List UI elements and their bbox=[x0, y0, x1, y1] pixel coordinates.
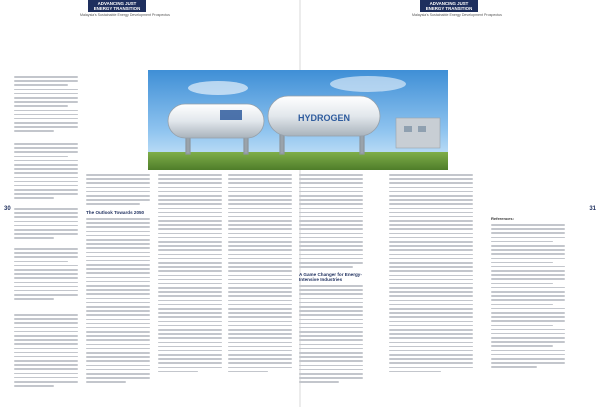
left-col1-paragraph-a bbox=[14, 76, 78, 135]
right-col2-paragraph-a bbox=[389, 174, 473, 375]
left-col1-paragraph-e bbox=[14, 314, 78, 389]
left-prospectus-title: Malaysia's Sustainable Energy Development Prospectus bbox=[80, 13, 170, 17]
left-col1-paragraph-b bbox=[14, 143, 78, 202]
right-col1-paragraph-a bbox=[299, 174, 363, 270]
left-col2-paragraph-a bbox=[86, 174, 150, 208]
left-col1-paragraph-c bbox=[14, 208, 78, 242]
left-col1-paragraph-d bbox=[14, 248, 78, 302]
game-changer-heading: A Game Changer for Energy-Intensive Industries bbox=[299, 272, 362, 283]
references-list bbox=[491, 224, 565, 371]
page-number-right: 31 bbox=[589, 206, 596, 212]
references-heading: References: bbox=[491, 216, 514, 221]
right-page bbox=[301, 0, 600, 407]
right-header-band: ADVANCING JUST ENERGY TRANSITION bbox=[420, 0, 478, 12]
left-page bbox=[0, 0, 299, 407]
page-number-left: 30 bbox=[4, 206, 11, 212]
outlook-heading: The Outlook Towards 2050 bbox=[86, 210, 145, 215]
right-prospectus-title: Malaysia's Sustainable Energy Development Prospectus bbox=[412, 13, 502, 17]
left-col3-paragraph-a bbox=[158, 174, 222, 375]
hydrogen-tanks-image bbox=[148, 70, 448, 170]
tank-label: HYDROGEN bbox=[297, 113, 351, 123]
left-header-band: ADVANCING JUST ENERGY TRANSITION bbox=[88, 0, 146, 12]
left-col4-paragraph-a bbox=[228, 174, 292, 375]
left-col2-paragraph-b bbox=[86, 218, 150, 386]
right-col1-paragraph-b bbox=[299, 285, 363, 386]
